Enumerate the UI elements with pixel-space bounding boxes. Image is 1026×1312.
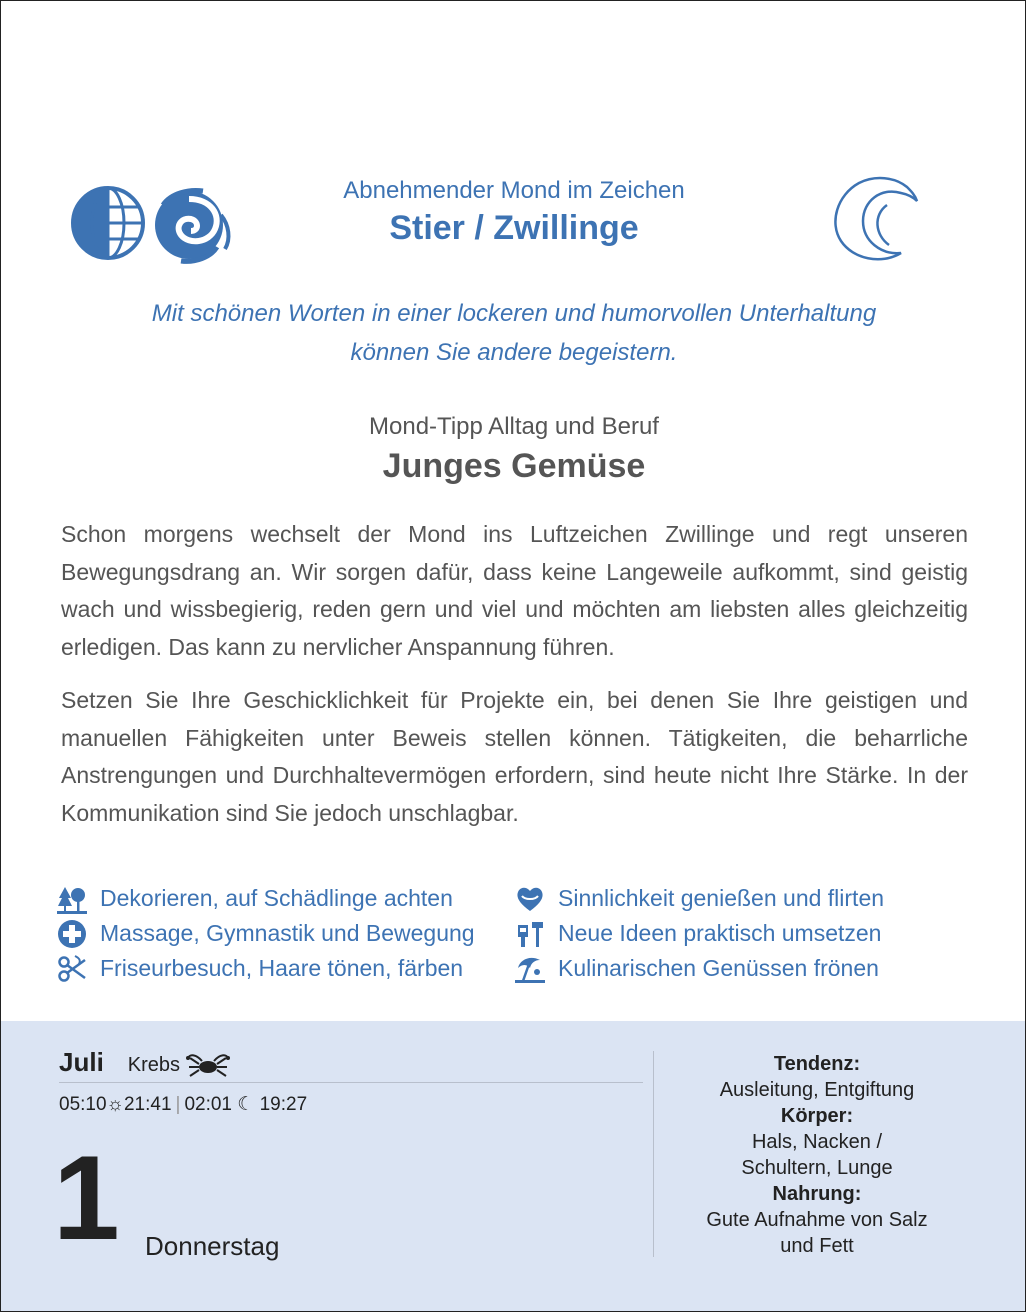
moonrise-time: 02:01 bbox=[184, 1094, 232, 1115]
zodiac-label: Krebs bbox=[127, 1054, 181, 1076]
food-value-line-2: und Fett bbox=[780, 1235, 854, 1257]
activity-list bbox=[57, 881, 967, 986]
activity-item bbox=[515, 916, 967, 951]
sun-icon: ☼ bbox=[106, 1094, 124, 1115]
tip-title: Junges Gemüse bbox=[382, 447, 646, 485]
quote-line-1: Mit schönen Worten in einer lockeren und humorvollen Unterhaltung bbox=[151, 300, 877, 327]
moon-phase-subtitle: Abnehmender Mond im Zeichen bbox=[343, 177, 685, 204]
daily-quote bbox=[61, 294, 967, 372]
tendency-label: Tendenz: bbox=[773, 1053, 861, 1075]
waning-moon-icon bbox=[829, 175, 921, 261]
tip-paragraph-2: Setzen Sie Ihre Geschicklichkeit für Projekte ein, bei denen Sie Ihre geistigen und manuellen Fähigkeiten unter Beweis stellen können. Tätigkeiten, die beharrliche Anstrengungen und Durchhaltevermögen erfordern, sind heute nicht Ihre Stärke. In der Kommunikation sind Sie jedoch unschlagbar. bbox=[61, 687, 968, 826]
moon-tip-heading bbox=[1, 413, 1026, 486]
tip-body bbox=[61, 516, 968, 848]
food-label: Nahrung: bbox=[772, 1183, 862, 1205]
body-value-line-2: Schultern, Lunge bbox=[741, 1157, 893, 1179]
month-label: Juli bbox=[59, 1047, 104, 1077]
moon-sign-title: Stier / Zwillinge bbox=[389, 209, 639, 247]
moon-icon: ☾ bbox=[237, 1094, 255, 1115]
activity-item bbox=[57, 916, 515, 951]
activity-label: Friseurbesuch, Haare tönen, färben bbox=[100, 955, 464, 981]
time-separator: | bbox=[175, 1094, 181, 1115]
activity-item bbox=[515, 881, 967, 916]
heart-icon bbox=[515, 884, 545, 914]
body-value-line-1: Hals, Nacken / bbox=[751, 1131, 883, 1153]
activity-item bbox=[515, 951, 967, 986]
scissors-icon bbox=[57, 954, 87, 984]
activity-item bbox=[57, 951, 515, 986]
tendency-value: Ausleitung, Entgiftung bbox=[719, 1079, 915, 1101]
activity-item bbox=[57, 881, 515, 916]
body-label: Körper: bbox=[780, 1105, 854, 1127]
tools-icon bbox=[515, 919, 545, 949]
tip-paragraph-1: Schon morgens wechselt der Mond ins Luftzeichen Zwillinge und regt unseren Bewegungsdrang an. Wir sorgen dafür, dass keine Langeweile aufkommt, sind geistig wach und wissbegierig, reden gern und viel und möchten am liebsten alles gleichzeitig erledigen. Das kann zu nervlicher Anspannung führen. bbox=[61, 521, 968, 660]
food-value-line-1: Gute Aufnahme von Salz bbox=[706, 1209, 928, 1231]
activity-label: Massage, Gymnastik und Bewegung bbox=[100, 920, 475, 946]
day-number: 1 bbox=[53, 1131, 120, 1265]
moonset-time: 19:27 bbox=[259, 1094, 308, 1115]
footer-divider bbox=[653, 1051, 654, 1257]
parasol-icon bbox=[515, 954, 545, 984]
activity-label: Sinnlichkeit genießen und flirten bbox=[558, 885, 885, 911]
month-row bbox=[59, 1047, 643, 1083]
garden-plants-icon bbox=[57, 884, 87, 914]
moon-influence-info bbox=[667, 1051, 967, 1259]
quote-line-2: können Sie andere begeistern. bbox=[350, 339, 678, 366]
health-cross-icon bbox=[57, 919, 87, 949]
activity-label: Neue Ideen praktisch umsetzen bbox=[558, 920, 882, 946]
calendar-footer bbox=[1, 1021, 1026, 1312]
activity-label: Dekorieren, auf Schädlinge achten bbox=[100, 885, 453, 911]
sunrise-time: 05:10 bbox=[59, 1094, 107, 1115]
sunset-time: 21:41 bbox=[123, 1094, 172, 1115]
tip-subtitle: Mond-Tipp Alltag und Beruf bbox=[369, 413, 659, 440]
sun-moon-times bbox=[59, 1093, 307, 1116]
activity-label: Kulinarischen Genüssen frönen bbox=[558, 955, 879, 981]
weekday-label: Donnerstag bbox=[145, 1231, 280, 1261]
cancer-zodiac-icon bbox=[186, 1052, 230, 1078]
